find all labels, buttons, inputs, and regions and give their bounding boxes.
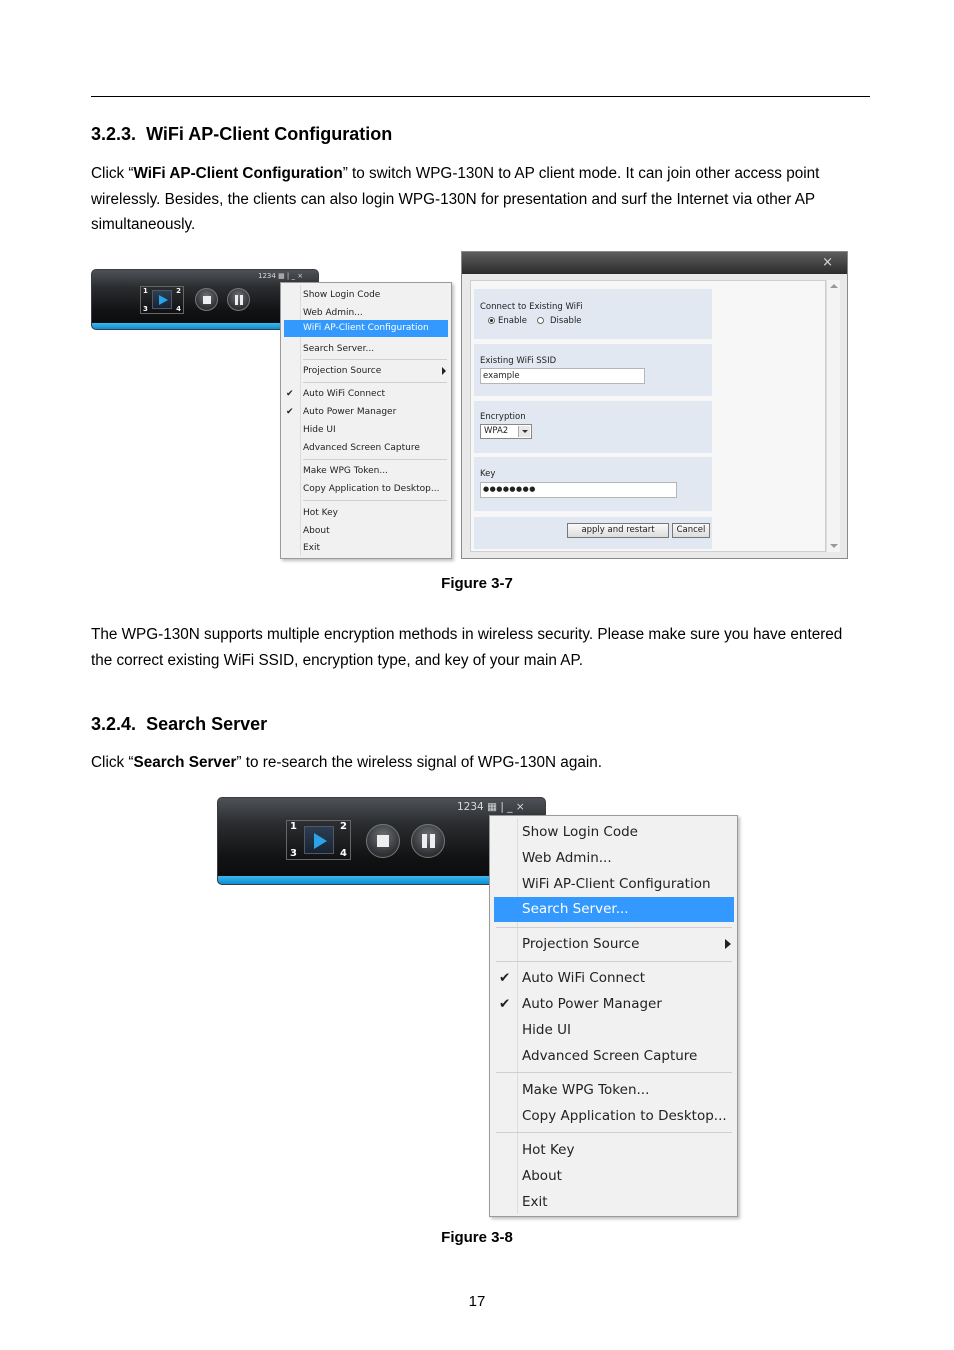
- menu-item-projection-source[interactable]: Projection Source: [281, 363, 451, 380]
- menu-item-advanced-screen-capture[interactable]: Advanced Screen Capture: [303, 443, 420, 453]
- encryption-paragraph: The WPG-130N supports multiple encryption methods in wireless security. Please make sure you have entered the correct existing WiFi SSID, encryption type, and key of your main AP.: [91, 626, 843, 669]
- window-close-button[interactable]: ×: [822, 255, 833, 270]
- menu-item-search-server[interactable]: Search Server...: [494, 897, 734, 922]
- apply-and-restart-button[interactable]: apply and restart: [567, 523, 669, 538]
- section-heading-search-server: 3.2.4. Search Server: [91, 714, 268, 734]
- menu-separator: [496, 1132, 732, 1133]
- menu-item-hot-key[interactable]: Hot Key: [303, 508, 338, 518]
- pause-icon-bar: [430, 834, 435, 848]
- menu-separator: [303, 382, 447, 383]
- button-panel: [474, 517, 712, 549]
- grid-icon[interactable]: ▦: [278, 272, 285, 280]
- quad-label-1: 1: [143, 287, 148, 295]
- figure-caption-3-8: Figure 3-8: [441, 1229, 513, 1246]
- ssid-label: Existing WiFi SSID: [480, 356, 557, 366]
- disable-radio[interactable]: [537, 317, 544, 324]
- section-paragraph-wifi: Click “WiFi AP-Client Configuration” to switch WPG-130N to AP client mode. It can join other access point wirelessly. Besides, the clients can also login WPG-130N for presentation and surf the Internet via other AP simultaneously.: [91, 165, 820, 233]
- stop-icon: [377, 835, 389, 847]
- player-topbar: 1234 ▦ | _ ×: [258, 272, 304, 280]
- menu-item-hide-ui[interactable]: Hide UI: [522, 1022, 571, 1038]
- menu-item-auto-power-manager[interactable]: ✔ Auto Power Manager: [490, 992, 737, 1016]
- menu-separator: [303, 359, 447, 360]
- menu-separator: [303, 459, 447, 460]
- menu-item-advanced-screen-capture[interactable]: Advanced Screen Capture: [522, 1048, 698, 1064]
- enable-radio[interactable]: [488, 317, 495, 324]
- close-button[interactable]: ×: [515, 801, 525, 813]
- cancel-button[interactable]: Cancel: [672, 523, 710, 538]
- quad-label-3: 3: [143, 305, 148, 313]
- play-button[interactable]: [304, 826, 334, 854]
- menu-separator: [496, 961, 732, 962]
- checkmark-icon: ✔: [286, 407, 294, 417]
- section-heading-wifi-ap-client: 3.2.3. WiFi AP-Client Configuration: [91, 124, 393, 144]
- quad-label-4: 4: [340, 848, 347, 859]
- pause-button[interactable]: [227, 288, 250, 311]
- disable-label: Disable: [550, 316, 582, 326]
- menu-separator: [303, 500, 447, 501]
- menu-separator: [496, 1072, 732, 1073]
- encryption-label: Encryption: [480, 412, 526, 422]
- close-button[interactable]: ×: [297, 272, 304, 280]
- menu-item-show-login-code[interactable]: Show Login Code: [522, 824, 638, 840]
- scrollbar[interactable]: [826, 280, 840, 552]
- checkmark-icon: ✔: [286, 389, 294, 399]
- play-icon: [159, 295, 168, 305]
- section-paragraph-search: Click “Search Server” to re-search the wireless signal of WPG-130N again.: [91, 754, 602, 771]
- checkmark-icon: ✔: [499, 970, 511, 986]
- quad-label-2: 2: [176, 287, 181, 295]
- figure-caption-3-7: Figure 3-7: [441, 575, 513, 592]
- login-code: 1234: [457, 801, 484, 813]
- menu-item-show-login-code[interactable]: Show Login Code: [303, 290, 381, 300]
- scroll-down-icon[interactable]: [830, 544, 838, 548]
- key-label: Key: [480, 469, 496, 479]
- menu-item-search-server[interactable]: Search Server...: [303, 344, 375, 354]
- key-input[interactable]: ●●●●●●●●: [480, 482, 677, 498]
- quad-label-3: 3: [290, 848, 297, 859]
- pause-icon: [235, 295, 238, 305]
- menu-item-make-wpg-token[interactable]: Make WPG Token...: [303, 466, 388, 476]
- menu-item-auto-wifi-connect[interactable]: ✔ Auto WiFi Connect: [281, 386, 451, 403]
- stop-button[interactable]: [195, 288, 218, 311]
- pause-icon-bar: [240, 295, 243, 305]
- header-rule: [91, 96, 870, 97]
- encryption-panel: [474, 401, 712, 453]
- minimize-button[interactable]: _: [507, 801, 513, 813]
- grid-icon[interactable]: ▦: [487, 801, 497, 813]
- enable-label: Enable: [498, 316, 527, 326]
- menu-item-about[interactable]: About: [522, 1168, 562, 1184]
- menu-item-copy-to-desktop[interactable]: Copy Application to Desktop...: [303, 484, 440, 494]
- submenu-arrow-icon: [725, 939, 731, 949]
- menu-item-hide-ui[interactable]: Hide UI: [303, 425, 336, 435]
- login-code: 1234: [258, 272, 276, 280]
- wifi-config-content: [470, 280, 826, 552]
- context-menu-large: [489, 815, 738, 1217]
- player-topbar: 1234 ▦ | _ ×: [457, 801, 525, 813]
- stop-icon: [203, 296, 211, 304]
- menu-item-copy-to-desktop[interactable]: Copy Application to Desktop...: [522, 1108, 727, 1124]
- menu-item-web-admin[interactable]: Web Admin...: [522, 850, 612, 866]
- menu-item-projection-source[interactable]: Projection Source: [490, 932, 737, 956]
- menu-item-wifi-ap-client[interactable]: WiFi AP-Client Configuration: [522, 876, 711, 892]
- pause-icon: [422, 834, 427, 848]
- menu-item-wifi-ap-client[interactable]: WiFi AP-Client Configuration: [284, 320, 448, 337]
- quad-label-4: 4: [176, 305, 181, 313]
- page-number: 17: [468, 1293, 486, 1310]
- context-menu-small: [280, 282, 452, 559]
- key-panel: [474, 457, 712, 511]
- chevron-down-icon: [518, 426, 530, 437]
- submenu-arrow-icon: [442, 367, 446, 375]
- minimize-button[interactable]: _: [291, 272, 295, 280]
- menu-item-about[interactable]: About: [303, 526, 330, 536]
- menu-item-exit[interactable]: Exit: [303, 543, 321, 553]
- pause-button[interactable]: [411, 824, 445, 858]
- play-button[interactable]: [152, 290, 172, 309]
- stop-button[interactable]: [366, 824, 400, 858]
- encryption-value: WPA2: [484, 426, 509, 436]
- encryption-select[interactable]: [480, 424, 532, 439]
- ssid-panel: [474, 344, 712, 396]
- quad-label-2: 2: [340, 821, 347, 832]
- connect-label: Connect to Existing WiFi: [480, 302, 583, 312]
- connect-panel: [474, 289, 712, 339]
- menu-item-web-admin[interactable]: Web Admin...: [303, 308, 363, 318]
- checkmark-icon: ✔: [499, 996, 511, 1012]
- menu-item-exit[interactable]: Exit: [522, 1194, 548, 1210]
- scroll-up-icon[interactable]: [830, 284, 838, 288]
- quad-label-1: 1: [290, 821, 297, 832]
- menu-item-auto-wifi-connect[interactable]: ✔ Auto WiFi Connect: [490, 966, 737, 990]
- window-titlebar: [462, 252, 847, 274]
- play-icon: [314, 833, 327, 849]
- menu-separator: [496, 927, 732, 928]
- ssid-input[interactable]: example: [480, 368, 645, 384]
- menu-item-make-wpg-token[interactable]: Make WPG Token...: [522, 1082, 650, 1098]
- wifi-config-window: [461, 251, 848, 559]
- menu-item-auto-power-manager[interactable]: ✔ Auto Power Manager: [281, 404, 451, 421]
- menu-item-hot-key[interactable]: Hot Key: [522, 1142, 575, 1158]
